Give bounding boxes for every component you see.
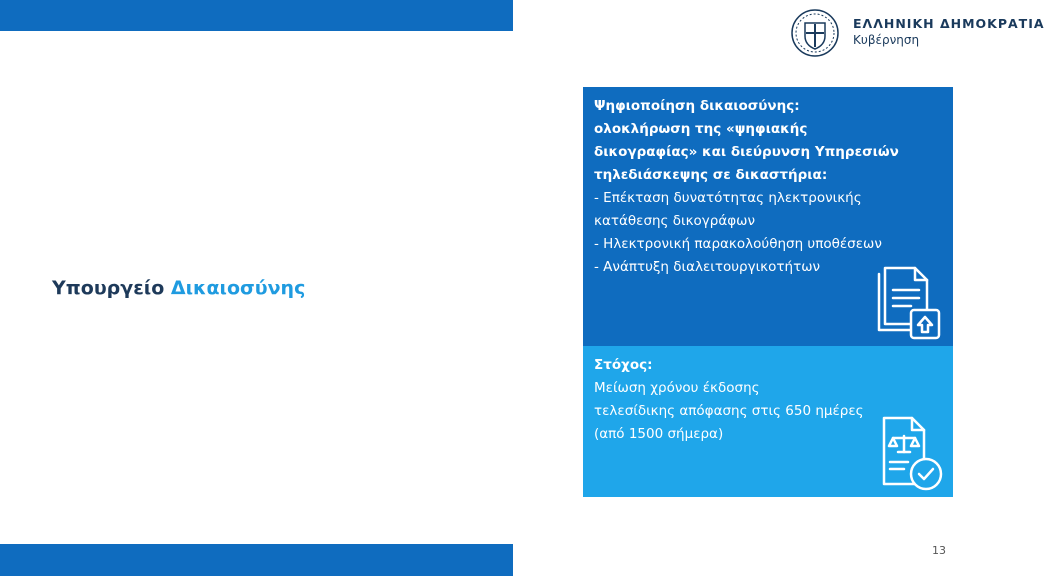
bottom-accent-bar	[0, 544, 513, 576]
digitization-body-line: - Ηλεκτρονική παρακολούθηση υποθέσεων	[594, 236, 882, 252]
goal-text	[594, 354, 864, 446]
goal-body-line: (από 1500 σήμερα)	[594, 426, 724, 442]
goal-heading: Στόχος:	[594, 357, 653, 373]
ministry-prefix: Υπουργείο	[52, 277, 171, 299]
digitization-text	[594, 95, 899, 279]
digitization-body-line: - Ανάπτυξη διαλειτουργικοτήτων	[594, 259, 821, 275]
government-subtitle: Κυβέρνηση	[853, 33, 920, 47]
digitization-box	[583, 87, 953, 346]
top-accent-bar	[0, 0, 513, 31]
government-title: ΕΛΛΗΝΙΚΗ ΔΗΜΟΚΡΑΤΙΑ	[853, 16, 1045, 31]
greek-coat-of-arms-icon	[790, 8, 840, 58]
digitization-heading-line: ολοκλήρωση της «ψηφιακής	[594, 121, 808, 137]
goal-body-line: τελεσίδικης απόφασης στις 650 ημέρες	[594, 403, 864, 419]
goal-box	[583, 346, 953, 497]
goal-body-line: Μείωση χρόνου έκδοσης	[594, 380, 760, 396]
digitization-heading-line: τηλεδιάσκεψης σε δικαστήρια:	[594, 167, 828, 183]
legal-document-check-icon	[878, 414, 950, 494]
digitization-heading-line: δικογραφίας» και διεύρυνση Υπηρεσιών	[594, 144, 899, 160]
document-upload-icon	[875, 264, 947, 344]
digitization-body-line: - Επέκταση δυνατότητας ηλεκτρονικής	[594, 190, 862, 206]
digitization-heading-line: Ψηφιοποίηση δικαιοσύνης:	[594, 98, 800, 114]
page-number: 13	[932, 544, 946, 557]
digitization-body-line: κατάθεσης δικογράφων	[594, 213, 756, 229]
ministry-name: Δικαιοσύνης	[170, 277, 306, 299]
ministry-title	[52, 277, 305, 299]
